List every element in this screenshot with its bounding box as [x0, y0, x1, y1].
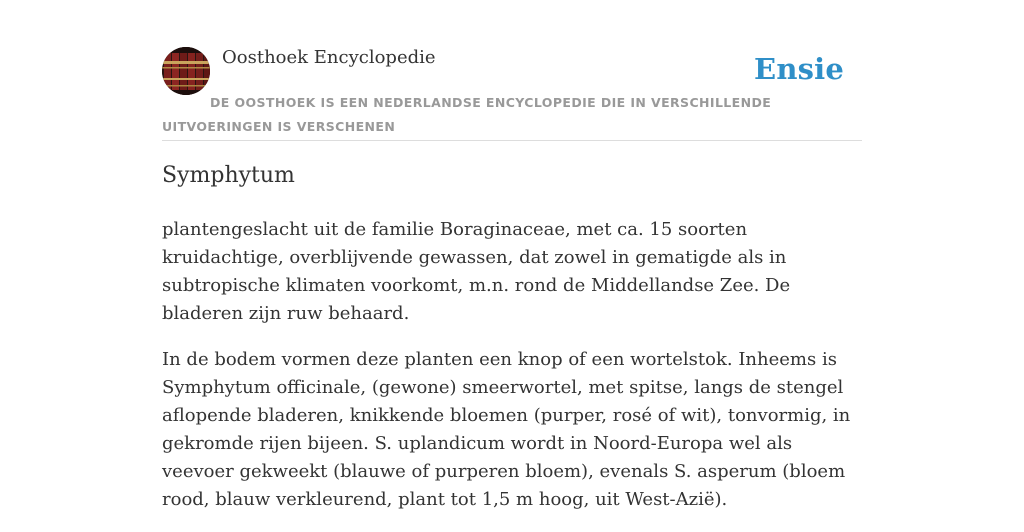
article-paragraph: plantengeslacht uit de familie Boraginaceae, met ca. 15 soorten kruidachtige, overblijvende gewassen, dat zowel in gematigde als in subtropische klimaten voorkomt, m.n. rond de Middellandse Zee. De bladeren zijn ruw behaard.: [162, 219, 791, 324]
article-body: [162, 216, 854, 532]
site-name[interactable]: Oosthoek Encyclopedie: [222, 47, 436, 68]
brand-logo-link[interactable]: Ensie: [754, 52, 844, 86]
site-header: [162, 44, 862, 141]
page-title: Symphytum: [162, 163, 295, 188]
article-paragraph: In de bodem vormen deze planten een knop of een wortelstok. Inheems is Symphytum officinale, (gewone) smeerwortel, met spitse, langs de stengel aflopende bladeren, knikkende bloemen (purper, rosé of wit), tonvormig, in gekromde rijen bijeen. S. uplandicum wordt in Noord-Europa wel als veevoer gekweekt (blauwe of purperen bloem), evenals S. asperum (bloem rood, blauw verkleurend, plant tot 1,5 m hoog, uit West-Azië).: [162, 349, 851, 510]
site-tagline: DE OOSTHOEK IS EEN NEDERLANDSE ENCYCLOPEDIE DIE IN VERSCHILLENDE UITVOERINGEN IS VERSCHENEN: [162, 95, 772, 134]
encyclopedia-books-icon[interactable]: [162, 47, 210, 95]
encyclopedia-books-image: [162, 47, 210, 95]
